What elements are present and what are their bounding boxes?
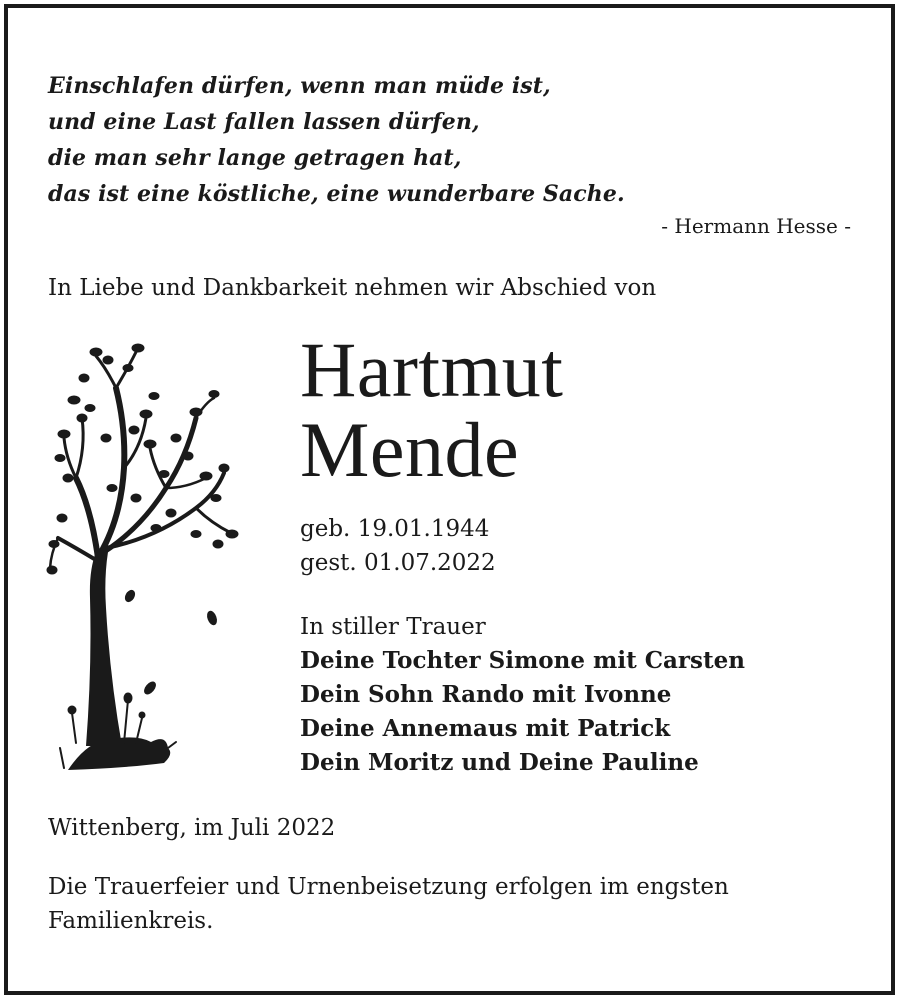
poem-line: das ist eine köstliche, eine wunderbare Sache.: [48, 181, 625, 207]
mourner-name: Dein Moritz und Deine Pauline: [300, 749, 699, 776]
poem: [48, 68, 625, 212]
first-name: Hartmut: [300, 326, 564, 413]
deceased-name: [300, 326, 564, 493]
poem-author: - Hermann Hesse -: [661, 214, 851, 238]
poem-line: die man sehr lange getragen hat,: [48, 145, 462, 171]
poem-line: und eine Last fallen lassen dürfen,: [48, 109, 480, 135]
mourner-name: Dein Sohn Rando mit Ivonne: [300, 681, 672, 708]
mourner-name: Deine Tochter Simone mit Carsten: [300, 647, 745, 674]
intro-text: In Liebe und Dankbarkeit nehmen wir Abschied von: [48, 275, 657, 301]
mourners: [300, 610, 745, 780]
birth-date: geb. 19.01.1944: [300, 516, 490, 542]
poem-line: Einschlafen dürfen, wenn man müde ist,: [48, 73, 551, 99]
notice-line: Die Trauerfeier und Urnenbeisetzung erfolgen im engsten: [48, 874, 729, 900]
notice-line: Familienkreis.: [48, 908, 214, 934]
life-dates: [300, 512, 496, 580]
death-date: gest. 01.07.2022: [300, 550, 496, 576]
place-date: Wittenberg, im Juli 2022: [48, 815, 336, 841]
mourners-heading: In stiller Trauer: [300, 614, 486, 640]
last-name: Mende: [300, 406, 520, 493]
tree-icon: [46, 338, 242, 778]
mourner-name: Deine Annemaus mit Patrick: [300, 715, 671, 742]
funeral-notice: [48, 870, 729, 938]
